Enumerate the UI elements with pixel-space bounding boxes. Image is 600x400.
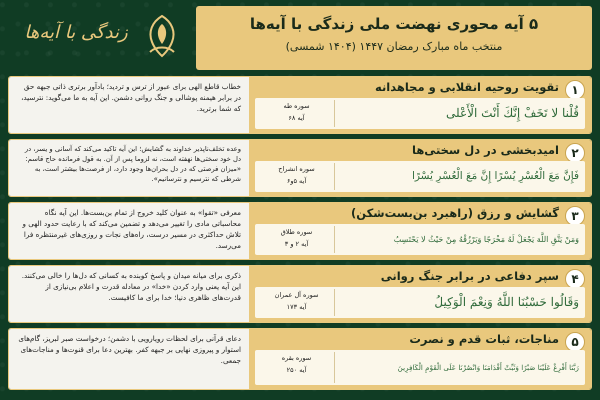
verse-description: ذکری برای میانه میدان و پاسخ کوبنده به کسانی که دل‌ها را خالی می‌کنند. این آیه یعنی وارد کردن «خدا» در معادله قدرت و اعلام بی‌نیازی از قدرت‌های ظاهری دنیا؛ خدا برای ما کافیست.: [9, 266, 249, 322]
surah-name: سوره طه: [283, 102, 310, 110]
verse-header: [249, 203, 591, 259]
verse-card-3: [8, 202, 592, 260]
surah-name: سوره طلاق: [280, 228, 313, 236]
verse-box: [255, 287, 585, 318]
verse-card-5: [8, 328, 592, 390]
verse-box: [255, 350, 585, 385]
verse-text: وَمَنْ يَتَّقِ اللَّهَ يَجْعَلْ لَهُ مَخْرَجًا وَيَرْزُقْهُ مِنْ حَيْثُ لا يَحْتَسِبُ: [393, 235, 579, 244]
item-number: ۳: [565, 206, 585, 226]
verse-text: وَقَالُوا حَسْبُنَا اللَّهُ وَنِعْمَ الْوَكِيلُ: [434, 295, 579, 309]
verse-reference: [259, 352, 335, 383]
verse-box: [255, 161, 585, 192]
verse-card-1: [8, 76, 592, 134]
verse-reference: [259, 100, 335, 127]
item-heading: امیدبخشی در دل سختی‌ها: [412, 143, 559, 157]
verse-text: قُلْنا لا تَخَفْ إِنَّكَ أَنْتَ الْأَعْلى: [446, 106, 579, 120]
verse-header: [249, 266, 591, 322]
ayah-number: آیه ۶۸: [288, 114, 305, 122]
logo: [10, 4, 190, 70]
emblem-icon: [142, 12, 182, 60]
verse-card-4: [8, 265, 592, 323]
page-subtitle: منتخب ماه مبارک رمضان ۱۴۴۷ (۱۴۰۴ شمسی): [285, 40, 503, 53]
item-number: ۴: [565, 269, 585, 289]
ayah-number: آیه ۵و۶: [286, 177, 307, 185]
item-heading: تقویت روحیه انقلابی و مجاهدانه: [375, 80, 559, 94]
verse-header: [249, 77, 591, 133]
verse-text: فَإِنَّ مَعَ الْعُسْرِ يُسْرًا إِنَّ مَعَ الْعُسْرِ يُسْرًا: [411, 170, 579, 182]
surah-name: سوره آل عمران: [274, 291, 319, 299]
verse-description: خطاب قاطع الهی برای عبور از ترس و تردید؛ بادآور برتری ذاتی جبهه حق در برابر هیمنه پوشالی و جنگ روانی دشمن. این آیه به ما می‌گوید: نترسید، که شما برترید.: [9, 77, 249, 133]
item-number: ۲: [565, 143, 585, 163]
item-number: ۱: [565, 80, 585, 100]
verse-box: [255, 98, 585, 129]
verse-reference: [259, 289, 335, 316]
ayah-number: آیه ۲ و ۳: [284, 240, 309, 248]
item-heading: مناجات، ثبات قدم و نصرت: [409, 332, 559, 346]
item-heading: گشایش و رزق (راهبرد بن‌بست‌شکن): [351, 206, 559, 220]
verse-header: [249, 140, 591, 196]
verse-box: [255, 224, 585, 255]
verse-header: [249, 329, 591, 389]
item-number: ۵: [565, 332, 585, 352]
ayah-number: آیه ۲۵۰: [286, 366, 307, 374]
logo-text: زندگی با آیه‌ها: [24, 22, 128, 43]
surah-name: سوره بقره: [281, 354, 312, 362]
verse-reference: [259, 163, 335, 190]
title-banner: [196, 6, 592, 70]
item-heading: سپر دفاعی در برابر جنگ روانی: [380, 269, 559, 283]
page-title: ۵ آیه محوری نهضت ملی زندگی با آیه‌ها: [249, 15, 539, 33]
verse-text: رَبَّنَا أَفْرِغْ عَلَيْنَا صَبْرًا وَثَبِّتْ أَقْدَامَنَا وَانْصُرْنَا عَلَى الْقَوْمِ الْكَافِرِينَ: [397, 363, 579, 372]
verse-reference: [259, 226, 335, 253]
verse-description: دعای قرآنی برای لحظات رویارویی با دشمن؛ درخواست صبر لبریز، گام‌های استوار و پیروزی نهایی بر جبهه کفر. بهترین دعا برای قنوت‌ها و مناجات‌های جمعی.: [9, 329, 249, 389]
verse-description: معرفی «تقوا» به عنوان کلید خروج از تمام بن‌بست‌ها. این آیه نگاه محاسباتی مادی را تغییر می‌دهد و تضمین می‌کند که با رعایت حدود الهی و تلاش حداکثری در مسیر درست، راه‌های نجات و روزی‌های غیرمنتظره فرا می‌رسد.: [9, 203, 249, 259]
ayah-number: آیه ۱۷۳: [286, 303, 307, 311]
verse-description: وعده تخلف‌ناپذیر خداوند به گشایش؛ این آیه تاکید می‌کند که آسانی و یسر، در دل خود سختی‌ها نهفته است، نه لزوما پس از آن. به قول فرمانده حاج قاسم: «میزان فرصتی که در دل بحران‌ها وجود دارد، از فرصت‌ها بیشتر است، به شرطی که نترسیم و نترسانیم».: [9, 140, 249, 196]
verse-card-2: [8, 139, 592, 197]
surah-name: سوره انشراح: [278, 165, 315, 173]
